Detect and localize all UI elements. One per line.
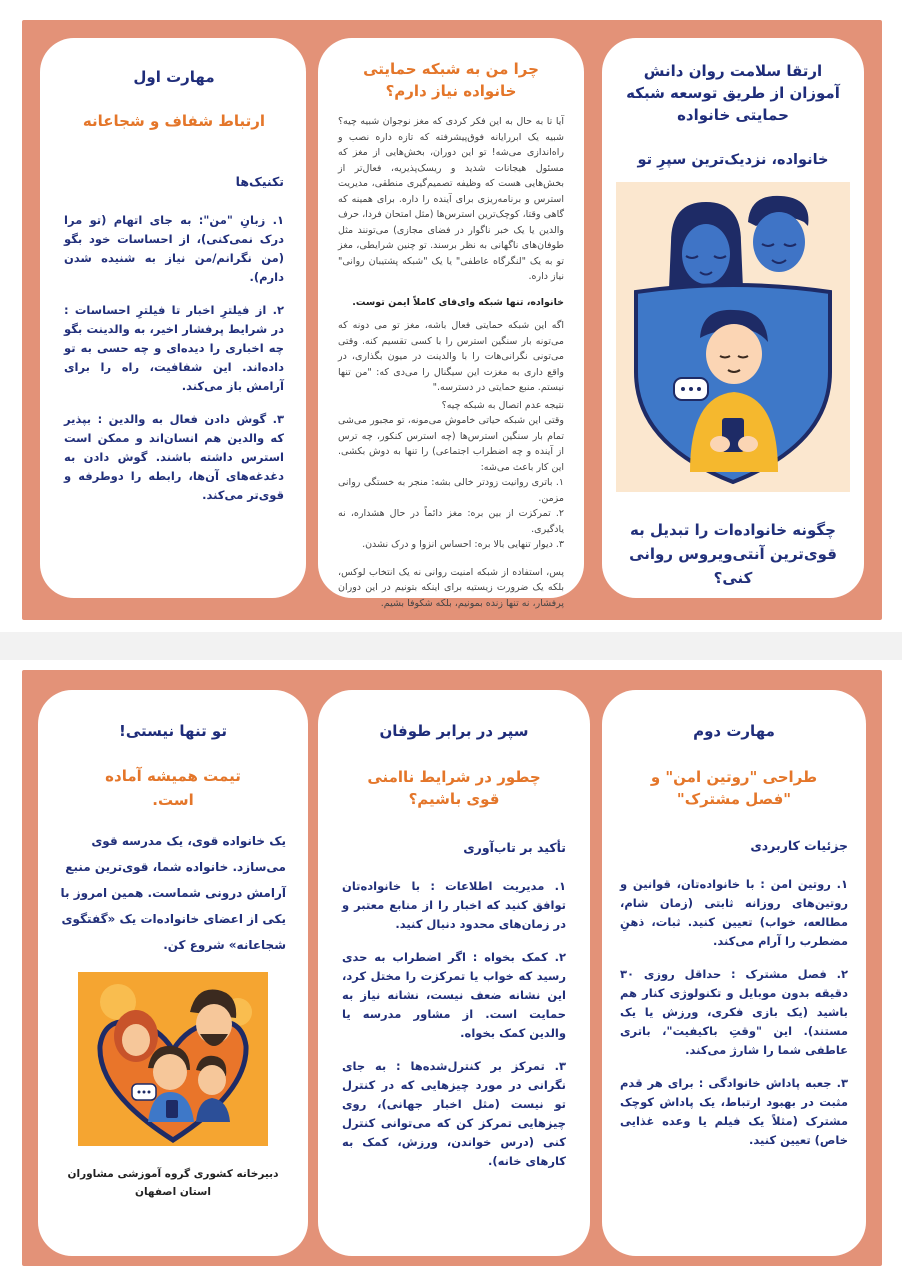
storm-title: سپر در برابر طوفان <box>379 722 529 740</box>
storm-subtitle: چطور در شرایط ناامنی قوی باشیم؟ <box>367 768 541 808</box>
not-alone-title: تو تنها نیستی! <box>119 722 227 740</box>
shield-family-illustration <box>616 182 850 492</box>
why-title: چرا من به شبکه حمایتی خانواده نیاز دارم؟ <box>363 60 539 100</box>
why-paragraph-3-heading: نتیجه عدم اتصال به شبکه چیه؟ <box>441 399 564 411</box>
tip-label: ۱. زبانِ "من": <box>198 213 284 227</box>
family-hug-illustration <box>78 972 268 1146</box>
skill-one-tip-2 <box>64 301 284 396</box>
skill-two-tip-2 <box>620 965 848 1060</box>
cover-panel <box>602 38 864 598</box>
shield-family-icon <box>616 182 850 492</box>
why-family-panel <box>318 38 584 609</box>
cover-subtitle: خانواده، نزدیک‌ترین سپرِ تو <box>637 152 829 168</box>
not-alone-panel <box>38 690 308 1256</box>
tip-text: با خانواده‌تان، قوانین و روتین‌های روزانه ثابتی (زمان شام، مطالعه، خواب) تعیین کنید. ثبات، ذهنِ مضطرب را آرام می‌کند. <box>620 877 848 948</box>
storm-tip-1 <box>342 877 566 934</box>
chat-bubble-icon <box>132 1084 156 1100</box>
skill-one-title: مهارت اول <box>133 68 215 86</box>
skill-one-heading: تکنیک‌ها <box>235 174 284 189</box>
tip-label: ۲. کمک بخواه : <box>472 950 566 964</box>
skill-two-panel <box>602 690 866 1256</box>
skill-two-subtitle: طراحی "روتین امن" و "فصل مشترک" <box>650 768 818 808</box>
tip-text: با خانواده‌تان توافق کنید که اخبار را از منابع معتبر و در زمان‌های محدود دنبال کنید. <box>342 879 566 931</box>
list-item: ۳. دیوار تنهایی بالا بره: احساس انزوا و درک نشدن. <box>362 539 564 550</box>
skill-two-title: مهارت دوم <box>693 722 775 740</box>
cover-title: ارتقا سلامت روان دانش آموزان از طریق توسعه شبکه حمایتی خانواده <box>626 62 840 124</box>
tip-label: ۳. جعبه پاداش خانوادگی : <box>698 1076 848 1090</box>
skill-one-subtitle: ارتباط شفاف و شجاعانه <box>82 112 266 130</box>
tip-text: اگر اضطراب به حدی رسید که خواب یا تمرکزت را مختل کرد، این نشانه ضعف نیست، نشانه نیاز به حمایت است. از مشاور مدرسه یا والدین کمک بخواه. <box>342 950 566 1040</box>
footer-province-line: استان اصفهان <box>135 1186 211 1198</box>
tip-text: برای هر قدم مثبت در بهبود ارتباط، یک پاداش کوچک مشترک (مثلاً یک فیلم یا وعده غذایی خاص) تعیین کنید. <box>620 1076 848 1147</box>
tip-label: ۲. فصل مشترک : <box>731 967 848 981</box>
tip-text: در شرایط پرفشار اخیر، به والدینت بگو چه اخباری را دیده‌ای و چه حسی به تو داده‌اند. این شفافیت، راه را برای آرامش باز می‌کند. <box>64 322 284 393</box>
list-item: ۱. باتری روانیت زودتر خالی بشه: منجر به خستگی روانی مزمن. <box>338 477 564 504</box>
tip-label: ۱. مدیریت اطلاعات : <box>430 879 566 893</box>
tip-label: ۲. از فیلترِ اخبار تا فیلترِ احساسات : <box>64 303 284 317</box>
tip-text: به جای اتهام (تو مرا درک نمی‌کنی)، از احساسات خود بگو (من نگرانم/من نیاز به شنیده شدن دارم). <box>64 213 284 284</box>
page-separator <box>0 632 902 660</box>
tip-text: حداقل روزی ۳۰ دقیقه بدون موبایل و تکنولوژی کنار هم باشید (یک بازی فکری، ورزش یا یک مستند). این "وقتِ باکیفیت"، باتری عاطفی شما را شارژ می‌کند. <box>620 967 848 1057</box>
tip-label: ۱. روتین امن : <box>760 877 848 891</box>
storm-tip-3 <box>342 1057 566 1171</box>
skill-two-tip-3 <box>620 1074 848 1150</box>
why-paragraph-2: اگه این شبکه حمایتی فعال باشه، مغز تو می دونه که می‌تونه بار سنگین استرس را با کسی تقسیم کنه. وقتی می‌تونی نگرانی‌هات را با والدینت در میون بگذاری، در واقع داری به مغزت این سیگنال را می‌دی که: "من تنها نیستم. منبع حمایتی در دسترسه." <box>338 320 564 393</box>
why-consequence-list <box>338 475 564 553</box>
storm-shield-panel <box>318 690 590 1256</box>
not-alone-body: یک خانواده قوی، یک مدرسه قوی می‌سازد. خانواده شما، قوی‌ترین منبع آرامش درونی شماست. همین امروز با یکی از اعضای خانواده‌ات یک «گفتگوی شجاعانه» شروع کن. <box>60 834 286 952</box>
storm-tip-2 <box>342 948 566 1043</box>
why-heading-2: خانواده، تنها شبکه وای‌فای کاملاً ایمن توست. <box>352 296 564 308</box>
tip-label: ۳. تمرکز بر کنترل‌شده‌ها : <box>396 1059 566 1073</box>
list-item: ۲. تمرکزت از بین بره: مغز دائماً در حال هشداره، نه یادگیری. <box>338 508 564 535</box>
chat-bubble-icon <box>674 378 708 400</box>
skill-one-tip-1 <box>64 211 284 287</box>
why-paragraph-3: وقتی این شبکه حیاتی خاموش می‌مونه، تو مجبور می‌شی تمام بار سنگین استرس‌ها (چه استرس کنکور، چه ترس از آینده و چه اضطراب اجتماعی) را تنها به دوش بکشی. این کار باعث می‌شه: <box>338 415 564 473</box>
cover-question: چگونه خانواده‌ات را تبدیل به قوی‌ترین آنتی‌ویروس روانی کنی؟ <box>629 521 837 587</box>
tip-label: ۳. گوش دادن فعال به والدین : <box>97 412 284 426</box>
why-paragraph-4: پس، استفاده از شبکه امنیت روانی نه یک انتخاب لوکس، بلکه یک ضرورت زیستیه برای اینکه بتونیم در این دوران پرفشار، نه تنها زنده بمونیم، بلکه شکوفا بشیم. <box>338 566 564 609</box>
skill-one-panel <box>40 38 306 598</box>
skill-two-heading: جزئیات کاربردی <box>750 838 848 853</box>
family-hug-icon <box>78 972 268 1146</box>
footer-org-line: دبیرخانه کشوری گروه آموزشی مشاوران <box>67 1168 279 1180</box>
storm-heading: تأکید بر تاب‌آوری <box>463 840 566 855</box>
skill-two-tip-1 <box>620 875 848 951</box>
tip-text: بپذیر که والدین هم انسان‌اند و ممکن است استرس داشته باشند. گوش دادن به دغدغه‌های آن‌ها، رابطه را دوطرفه و قوی‌تر می‌کند. <box>64 412 284 502</box>
tip-text: به جای نگرانی در مورد چیزهایی که در کنترل تو نیست (مثل اخبار جهانی)، روی چیزهایی تمرکز کن که می‌توانی کنترل کنی (درس خواندن، ورزش، کمک به کارهای خانه). <box>342 1059 566 1168</box>
why-paragraph-1: آیا تا به حال به این فکر کردی که مغز نوجوان شبیه چیه؟ شبیه یک ابررایانه فوق‌پیشرفته که تازه داره نصب و راه‌اندازی می‌شه! تو این دوران، بخش‌هایی از مغز که مسئول هیجانات شدید و ریسک‌پذیریه، فعال‌تر از بخش‌هایی هست که وظیفه تصمیم‌گیری منطقی، مدیریت استرس و برنامه‌ریزی برای آینده را داره. برای همینه که گاهی وقتا، کوچک‌ترین استرس‌ها (مثل امتحان فردا، حرف والدین یا یک خبر ناگوار در فضای مجازی) می‌تونند مثل طوفان‌های ناگهانی به نظر برسند. تو چنین شرایطی، مغز تو به یک "لنگرگاه عاطفی" یا یک "شبکه پشتیبان روانی" نیاز داره. <box>338 116 564 282</box>
skill-one-tip-3 <box>64 410 284 505</box>
not-alone-subtitle: تیمت همیشه آماده است. <box>105 767 241 809</box>
